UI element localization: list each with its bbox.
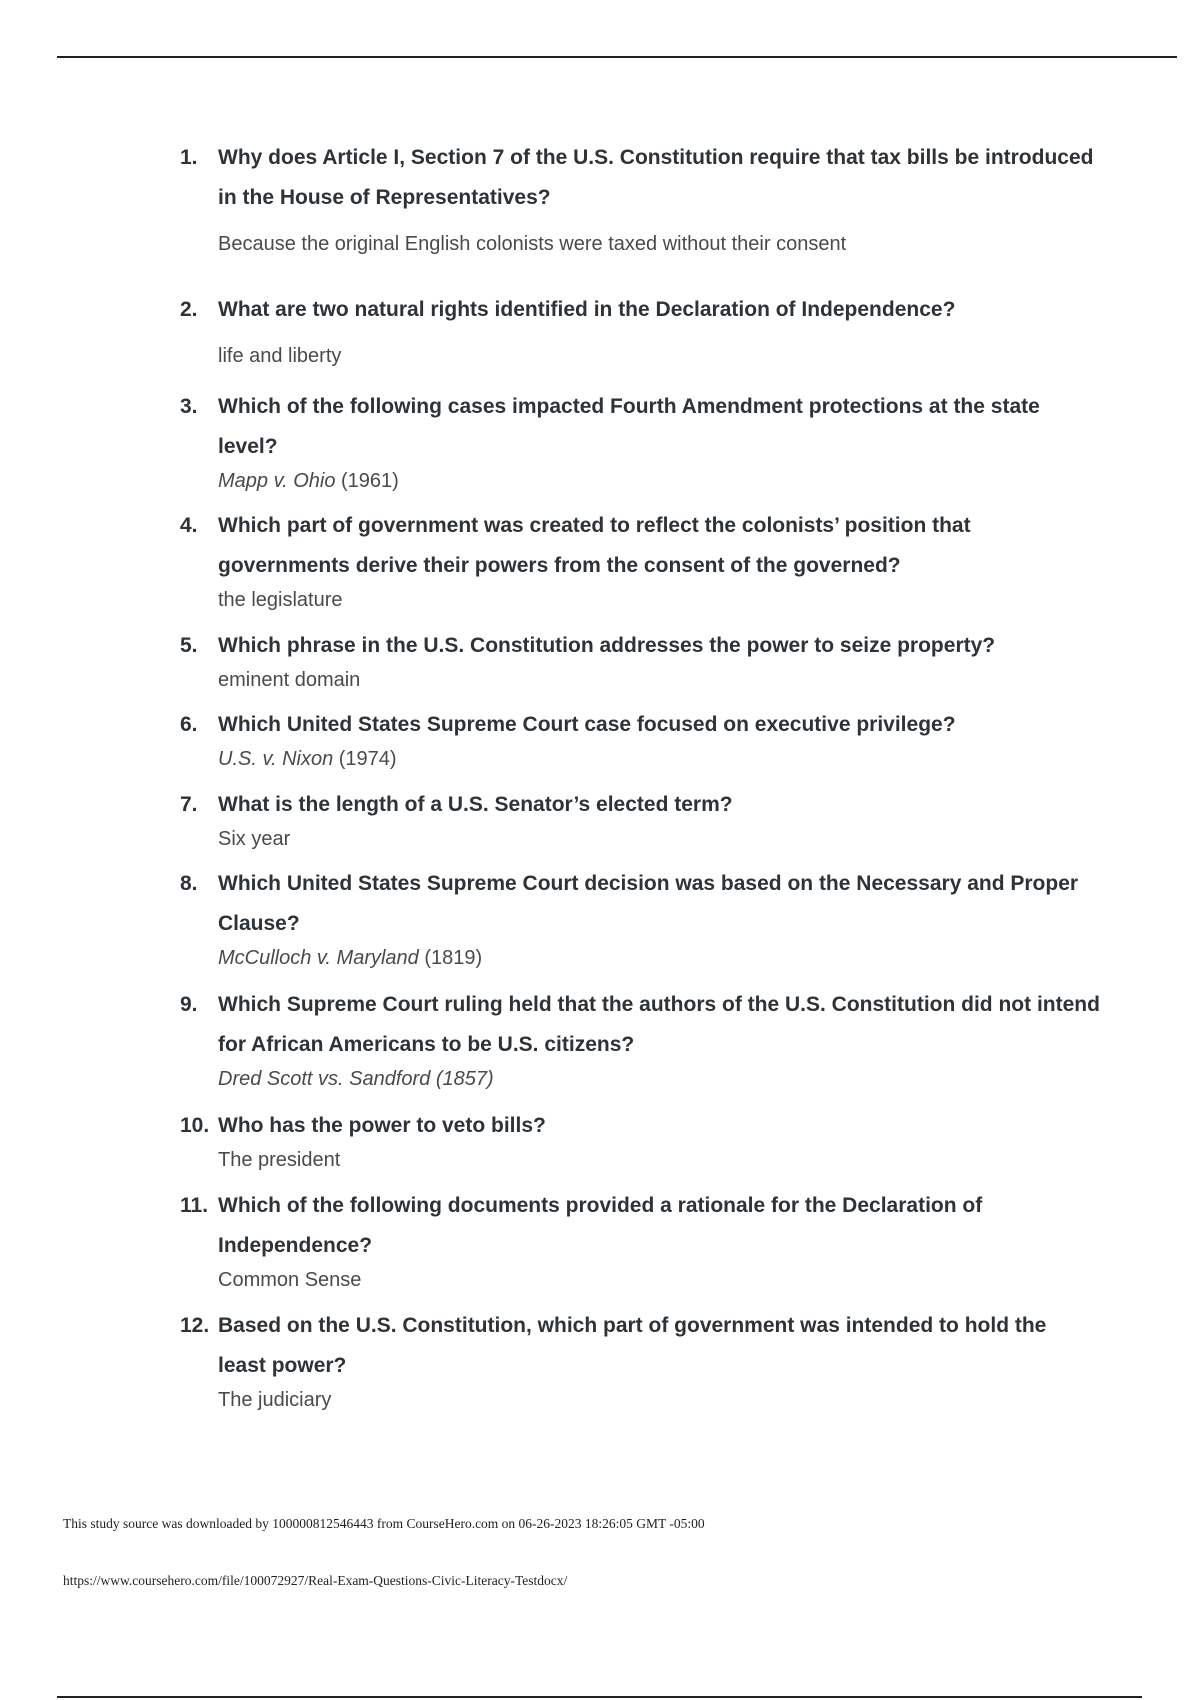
question-number: 3. — [180, 395, 198, 418]
answer-text — [218, 467, 1100, 495]
case-year: (1961) — [335, 470, 399, 492]
case-name: Dred Scott vs. Sandford (1857) — [218, 1068, 494, 1090]
question-number: 10. — [180, 1114, 210, 1137]
case-year: (1819) — [418, 947, 483, 969]
download-source-note: This study source was downloaded by 100000812546443 from CourseHero.com on 06-26-2023 18:26:05 GMT -05:00 — [63, 1516, 705, 1531]
answer-text: Because the original English colonists were taxed without their consent — [218, 233, 847, 255]
question-text: Why does Article I, Section 7 of the U.S. Constitution require that tax bills be introduced in the House of Representatives? — [218, 146, 1094, 209]
question-number: 5. — [180, 634, 198, 657]
case-year: (1974) — [333, 748, 397, 770]
source-url[interactable]: https://www.coursehero.com/file/100072927/Real-Exam-Questions-Civic-Literacy-Testdocx/ — [63, 1573, 568, 1588]
question-number: 4. — [180, 514, 198, 537]
list-item — [180, 705, 1100, 773]
list-item — [180, 138, 1100, 258]
answer-text: Common Sense — [218, 1269, 362, 1291]
question-number: 1. — [180, 146, 198, 169]
question-text: Which Supreme Court ruling held that the authors of the U.S. Constitution did not intend for African Americans to be U.S. citizens? — [218, 993, 1100, 1056]
question-text: Which United States Supreme Court decision was based on the Necessary and Proper Clause? — [218, 872, 1079, 935]
answer-text: eminent domain — [218, 669, 361, 691]
question-number: 11. — [180, 1194, 209, 1217]
top-rule — [57, 56, 1177, 58]
question-number: 2. — [180, 298, 198, 321]
answer-text: The judiciary — [218, 1389, 332, 1411]
case-name: Mapp v. Ohio — [218, 470, 336, 492]
bottom-rule — [57, 1696, 1142, 1698]
question-number: 12. — [180, 1314, 210, 1337]
list-item — [180, 985, 1100, 1093]
answer-text — [218, 1065, 1100, 1093]
question-number: 9. — [180, 993, 198, 1016]
question-number: 8. — [180, 872, 198, 895]
answer-text: the legislature — [218, 589, 343, 611]
list-item — [180, 290, 1100, 370]
list-item — [180, 387, 1100, 495]
list-item — [180, 864, 1100, 972]
case-name: McCulloch v. Maryland — [218, 947, 419, 969]
question-text: Based on the U.S. Constitution, which part of government was intended to hold the least power? — [218, 1314, 1047, 1377]
list-item — [180, 1306, 1100, 1414]
answer-text: The president — [218, 1149, 341, 1171]
question-text: Who has the power to veto bills? — [218, 1114, 546, 1137]
answer-text: Six year — [218, 828, 291, 850]
list-item — [180, 1186, 1100, 1294]
answer-text: life and liberty — [218, 345, 342, 367]
list-item — [180, 626, 1100, 694]
question-number: 6. — [180, 713, 198, 736]
question-text: Which phrase in the U.S. Constitution addresses the power to seize property? — [218, 634, 996, 657]
case-name: U.S. v. Nixon — [218, 748, 334, 770]
answer-text — [218, 944, 1100, 972]
answer-text — [218, 745, 1100, 773]
question-number: 7. — [180, 793, 198, 816]
list-item — [180, 506, 1100, 614]
question-text: Which of the following cases impacted Fourth Amendment protections at the state level? — [218, 395, 1040, 458]
question-text: Which part of government was created to reflect the colonists’ position that governments derive their powers from the consent of the governed? — [218, 514, 971, 577]
question-text: Which of the following documents provided a rationale for the Declaration of Independence? — [218, 1194, 983, 1257]
question-text: What is the length of a U.S. Senator’s elected term? — [218, 793, 733, 816]
list-item — [180, 1106, 1100, 1174]
question-text: Which United States Supreme Court case focused on executive privilege? — [218, 713, 956, 736]
question-text: What are two natural rights identified in the Declaration of Independence? — [218, 298, 956, 321]
list-item — [180, 785, 1100, 853]
